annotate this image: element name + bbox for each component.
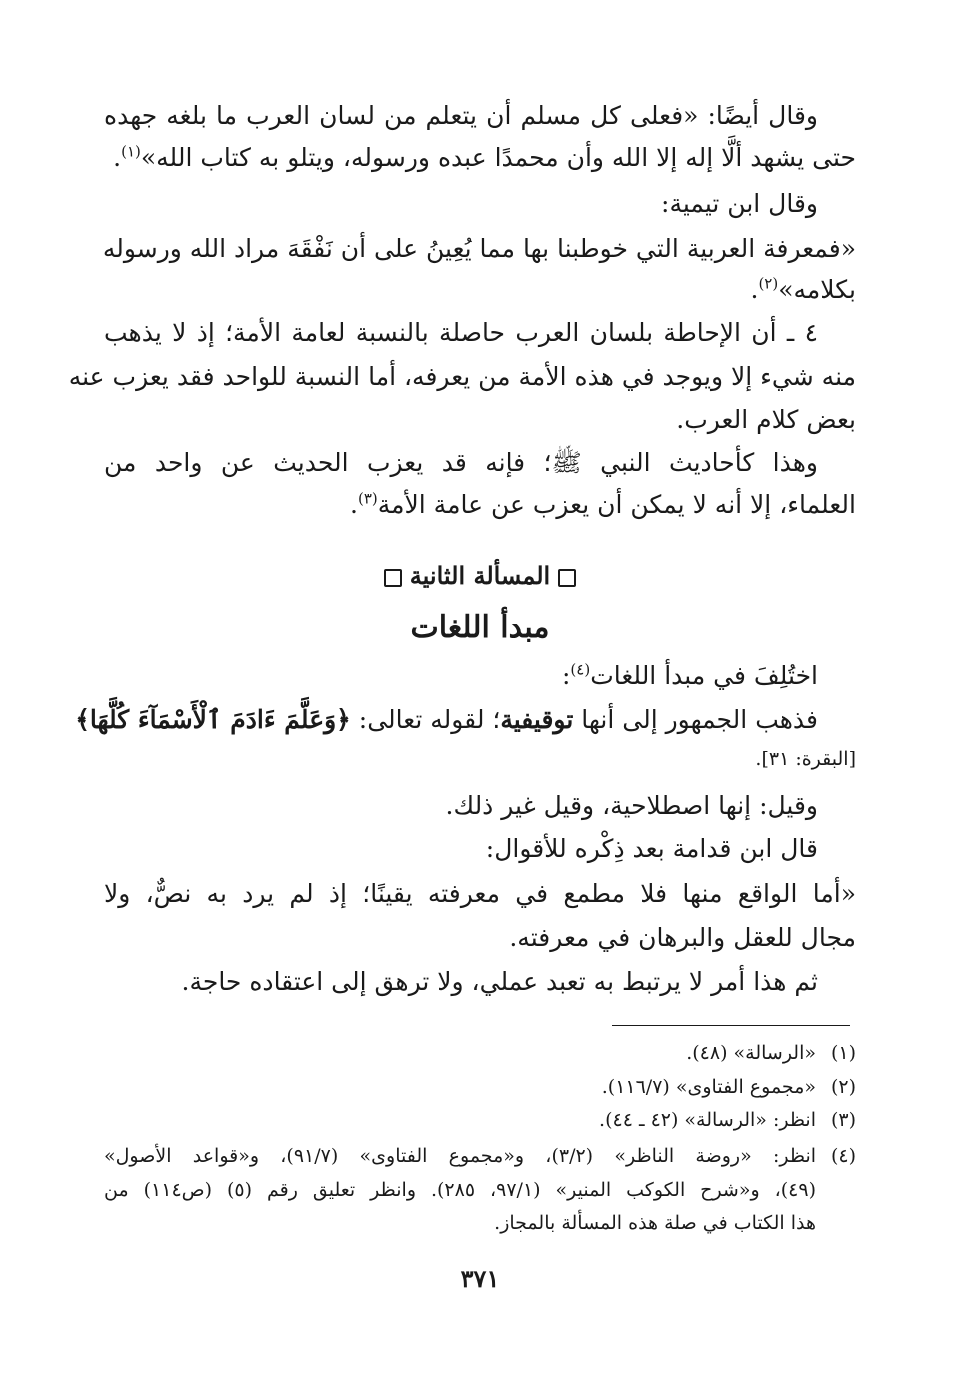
section-label-text: المسألة الثانية: [409, 561, 551, 590]
footnote-3-text: انظر: «الرسالة» (٤٢ ـ ٤٤).: [599, 1109, 816, 1131]
footnote-2-text: «مجموع الفتاوى» (١١٦/٧).: [601, 1076, 816, 1098]
footnote-3-number: (٣): [830, 1109, 856, 1131]
paragraph-4-line-3: بعض كلام العرب.: [676, 405, 856, 434]
footnote-separator: [612, 1025, 850, 1026]
paragraph-7: [75, 700, 856, 740]
paragraph-8: وقيل: إنها اصطلاحية، وقيل غير ذلك.: [445, 791, 818, 820]
paragraph-11: ثم هذا أمر لا يرتبط به تعبد عملي، ولا ترهق إلى اعتقاده حاجة.: [181, 967, 818, 996]
paragraph-5-line-2: [104, 485, 856, 525]
footnote-4-text: انظر: «روضة الناظر» (٣/٢)، و«مجموع الفتاوى» (٩١/٧)، و«قواعد الأصول»: [104, 1145, 817, 1167]
footnote-ref-1: (١): [121, 142, 141, 161]
paragraph-1-line-2-end: .: [113, 143, 122, 172]
quran-citation: [البقرة: ٣١].: [755, 748, 856, 770]
footnote-2-number: (٢): [830, 1076, 856, 1098]
paragraph-1-line-2: [104, 138, 856, 178]
paragraph-3-line-2-end: .: [750, 275, 759, 304]
paragraph-7-bold: توقيفية: [500, 705, 574, 734]
footnote-4-number: (٤): [830, 1145, 857, 1167]
paragraph-2: وقال ابن تيمية:: [661, 189, 818, 218]
section-title: مبدأ اللغات: [410, 610, 550, 645]
footnote-4-line-2: (٤٩)، و«شرح الكوكب المنير» (٩٧/١، ٢٨٥). وانظر تعليق رقم (٥) (ص١١٤) من: [104, 1179, 817, 1201]
paragraph-3-line-2-text: بكلامه»: [778, 275, 856, 304]
square-ornament-icon: [384, 569, 402, 587]
paragraph-5-line-2-end: .: [350, 490, 358, 519]
paragraph-1-line-1: وقال أيضًا: «فعلى كل مسلم أن يتعلم من لسان العرب ما بلغه جهده: [104, 101, 818, 130]
footnote-3: [104, 1105, 856, 1135]
footnote-2: [104, 1072, 856, 1102]
paragraph-5-line-1: وهذا كأحاديث النبي ﷺ؛ فإنه قد يعزب الحديث عن واحد من: [104, 448, 818, 477]
footnote-ref-4: (٤): [570, 660, 591, 679]
paragraph-10-line-2: مجال للعقل والبرهان في معرفته.: [509, 923, 856, 952]
footnote-4-line-1: [104, 1141, 856, 1171]
paragraph-4-line-1: ٤ ـ أن الإحاطة بلسان العرب حاصلة بالنسبة لعامة الأمة؛ إذ لا يذهب: [104, 318, 818, 347]
paragraph-10-line-1: «أما الواقع منها فلا مطمع في معرفته يقينًا؛ إذ لم يرد به نصٌّ، ولا: [104, 879, 856, 908]
footnote-ref-2: (٢): [758, 274, 779, 293]
paragraph-9: قال ابن قدامة بعد ذِكْره للأقوال:: [485, 834, 818, 863]
footnote-1-text: «الرسالة» (٤٨).: [686, 1042, 816, 1064]
page-number: ٣٧١: [460, 1264, 500, 1293]
paragraph-3-line-1: «فمعرفة العربية التي خوطبنا بها مما يُعِينُ على أن نَفْقَهَ مراد الله ورسوله: [102, 234, 856, 263]
paragraph-6: [104, 656, 856, 696]
footnote-4-line-3: هذا الكتاب في صلة هذه المسألة بالمجاز.: [494, 1212, 816, 1234]
quran-verse: ﴿وَعَلَّمَ ءَادَمَ ٱلْأَسْمَآءَ كُلَّهَا﴾: [75, 705, 351, 734]
square-ornament-icon: [558, 569, 576, 587]
footnote-1-number: (١): [830, 1042, 856, 1064]
paragraph-7-text-b: ؛ لقوله تعالى:: [350, 705, 501, 734]
section-label: [0, 558, 960, 594]
paragraph-3-line-2: [104, 270, 856, 310]
paragraph-6-end: :: [561, 661, 571, 690]
paragraph-1-line-2-text: حتى يشهد ألَّا إله إلا الله وأن محمدًا عبده ورسوله، ويتلو به كتاب الله»: [140, 143, 856, 172]
paragraph-4-line-2: منه شيء إلا ويوجد في هذه الأمة من يعرفه، أما النسبة للواحد فقد يعزب عنه: [68, 362, 856, 391]
paragraph-6-text: اختُلِفَ في مبدأ اللغات: [590, 661, 818, 690]
paragraph-5-line-2-text: العلماء، إلا أنه لا يمكن أن يعزب عن عامة الأمة: [377, 490, 856, 519]
footnote-ref-3: (٣): [357, 489, 378, 508]
paragraph-7-text-a: فذهب الجمهور إلى أنها: [573, 705, 818, 734]
footnote-1: [104, 1038, 856, 1068]
